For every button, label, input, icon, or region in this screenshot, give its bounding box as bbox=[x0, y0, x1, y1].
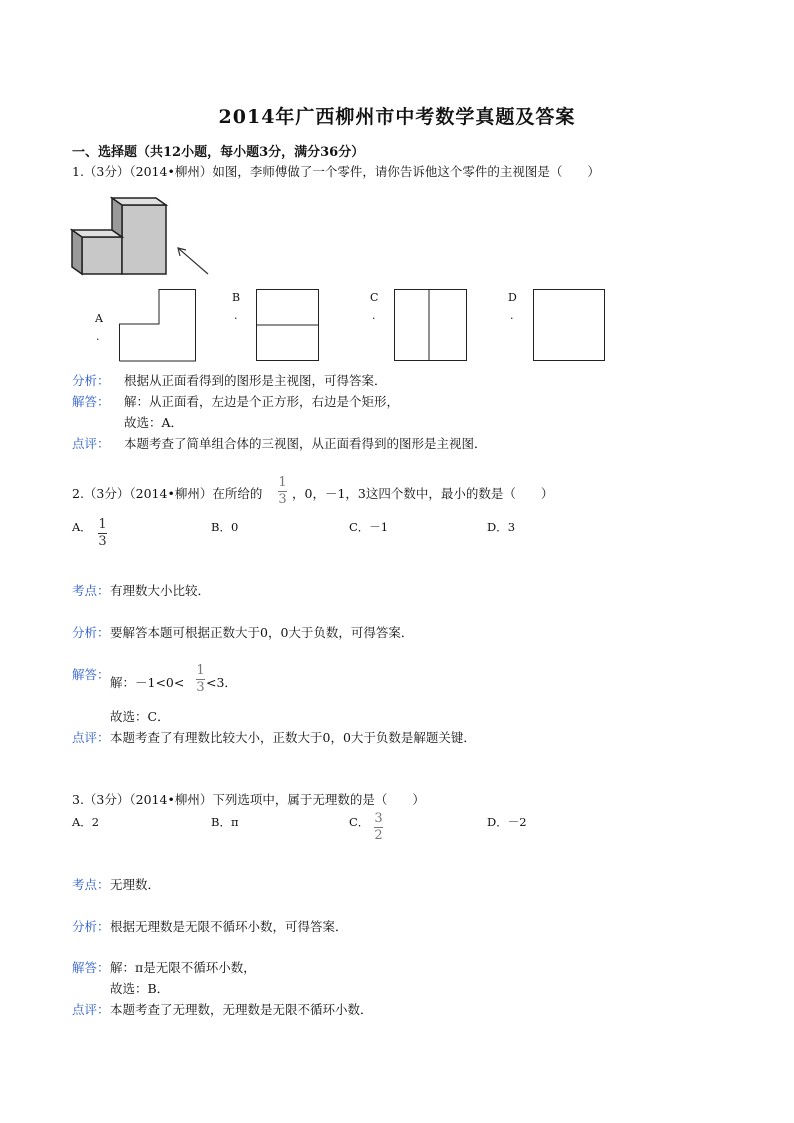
q2-stem-pre: 2.（3分）（2014•柳州）在所给的 bbox=[72, 486, 263, 501]
q1-option-a-label: A bbox=[95, 312, 103, 325]
q1-option-b-dot: . bbox=[234, 309, 238, 322]
figure-face-top-right bbox=[112, 198, 166, 205]
q2-answer-fraction-den: 3 bbox=[196, 680, 205, 695]
q3-answer-line1: 解：π是无限不循环小数， bbox=[110, 960, 256, 975]
q2-analysis-text: 要解答本题可根据正数大于0，0大于负数，可得答案． bbox=[110, 625, 414, 640]
q1-comment-text: 本题考查了简单组合体的三视图，从正面看得到的图形是主视图． bbox=[124, 436, 487, 451]
q3-option-b: B．π bbox=[211, 815, 239, 829]
figure-face-front-right bbox=[122, 205, 166, 274]
q1-answer-line1: 解：从正面看，左边是个正方形，右边是个矩形， bbox=[124, 394, 400, 409]
q1-option-b-figure bbox=[256, 289, 320, 362]
q1-option-d-label: D bbox=[508, 291, 517, 304]
q2-option-d: D．3 bbox=[487, 520, 516, 534]
section-heading: 一、选择题（共12小题，每小题3分，满分36分） bbox=[72, 145, 365, 160]
q2-option-a-num: 1 bbox=[98, 517, 107, 532]
q2-answer-pre: 解：－1<0< bbox=[110, 675, 185, 690]
q3-answer-line2: 故选：B． bbox=[110, 981, 170, 996]
q1-option-c-label: C bbox=[370, 291, 379, 304]
q3-point-tag: 考点： bbox=[72, 877, 110, 892]
q1-solid-figure bbox=[72, 190, 222, 285]
q2-answer-line2: 故选：C． bbox=[110, 709, 170, 724]
q1-analysis-text: 根据从正面看得到的图形是主视图，可得答案． bbox=[124, 373, 387, 388]
figure-face-front-left bbox=[82, 237, 122, 274]
q1-option-d-figure bbox=[533, 289, 606, 362]
q2-point-tag: 考点： bbox=[72, 583, 110, 598]
q2-option-a-fraction bbox=[98, 518, 107, 549]
q3-option-d: D．－2 bbox=[487, 815, 527, 829]
q3-option-c-num: 3 bbox=[374, 811, 383, 826]
q3-comment-tag: 点评： bbox=[72, 1002, 110, 1017]
q2-option-b: B．0 bbox=[211, 520, 239, 534]
q3-option-c: C． bbox=[349, 815, 370, 829]
q2-point-text: 有理数大小比较． bbox=[110, 583, 211, 598]
q1-option-a-dot: . bbox=[96, 330, 100, 343]
q2-comment-text: 本题考查了有理数比较大小，正数大于0，0大于负数是解题关键． bbox=[110, 730, 476, 745]
q3-option-a: A．2 bbox=[72, 815, 100, 829]
q1-comment-tag: 点评： bbox=[72, 436, 110, 451]
q2-option-a: A． bbox=[72, 520, 92, 534]
q3-point-text: 无理数． bbox=[110, 877, 161, 892]
q2-analysis-tag: 分析： bbox=[72, 625, 110, 640]
q2-answer-fraction-num: 1 bbox=[196, 663, 205, 678]
view-arrow bbox=[178, 248, 208, 274]
q3-analysis-tag: 分析： bbox=[72, 919, 110, 934]
q3-option-c-fraction bbox=[374, 812, 383, 843]
q1-option-a-figure bbox=[119, 289, 197, 362]
q1-answer-tag: 解答： bbox=[72, 394, 110, 409]
q1-option-d-dot: . bbox=[510, 309, 514, 322]
q3-analysis-text: 根据无理数是无限不循环小数，可得答案． bbox=[110, 919, 348, 934]
q2-stem-fraction-num: 1 bbox=[278, 475, 287, 490]
q3-comment-text: 本题考查了无理数，无理数是无限不循环小数． bbox=[110, 1002, 373, 1017]
q2-stem-fraction bbox=[278, 476, 287, 507]
q2-option-c: C．－1 bbox=[349, 520, 389, 534]
q1-answer-line2: 故选：A． bbox=[124, 415, 184, 430]
page-title: 2014年广西柳州市中考数学真题及答案 bbox=[218, 106, 576, 128]
q1-analysis-tag: 分析： bbox=[72, 373, 110, 388]
q2-stem-fraction-den: 3 bbox=[278, 492, 287, 507]
q1-option-c-dot: . bbox=[372, 309, 376, 322]
q2-stem-post: ，0，－1，3这四个数中，最小的数是（ ） bbox=[292, 486, 554, 501]
q3-option-c-den: 2 bbox=[374, 828, 383, 843]
q1-option-b-label: B bbox=[232, 291, 241, 304]
q1-option-c-figure bbox=[394, 289, 468, 362]
q3-stem: 3.（3分）（2014•柳州）下列选项中，属于无理数的是（ ） bbox=[72, 792, 425, 807]
q2-answer-post: <3． bbox=[206, 675, 237, 690]
q2-option-a-den: 3 bbox=[98, 534, 107, 549]
q2-comment-tag: 点评： bbox=[72, 730, 110, 745]
q2-answer-tag: 解答： bbox=[72, 667, 110, 682]
q1-stem: 1.（3分）（2014•柳州）如图，李师傅做了一个零件，请你告诉他这个零件的主视图是（ ） bbox=[72, 164, 600, 179]
q2-answer-fraction bbox=[196, 664, 205, 695]
q3-answer-tag: 解答： bbox=[72, 960, 110, 975]
